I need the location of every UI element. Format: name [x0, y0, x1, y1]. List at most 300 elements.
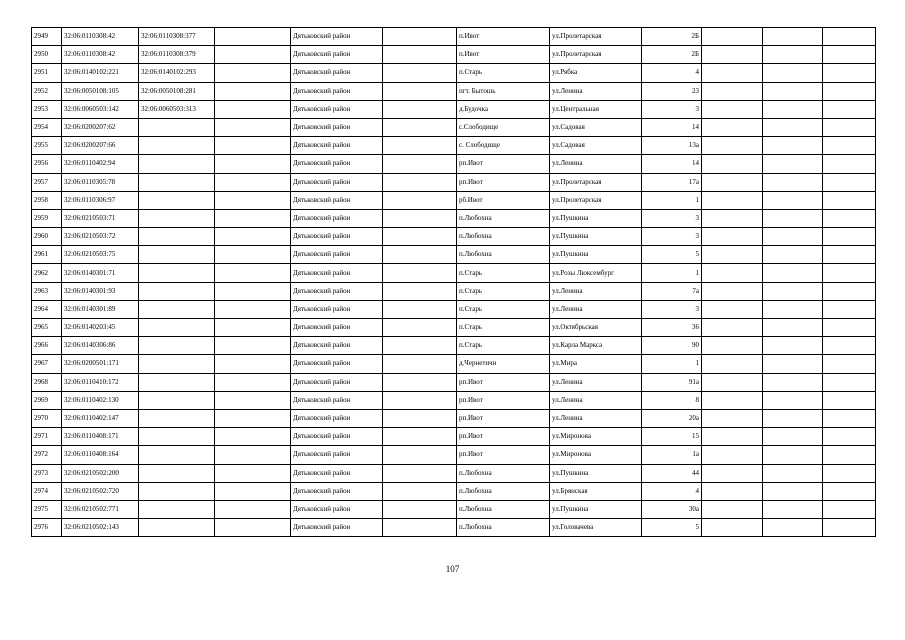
blank-cell: [763, 482, 823, 500]
blank-cell: [823, 100, 876, 118]
district-cell: Дятьковский район: [291, 428, 383, 446]
street-cell: ул.Пушкина: [550, 209, 642, 227]
blank-cell: [823, 64, 876, 82]
table-row: [32, 446, 876, 464]
blank-cell: [383, 300, 457, 318]
blank-cell: [702, 337, 763, 355]
cadastral-number-cell: 32:06:0200501:171: [62, 355, 139, 373]
blank-cell: [763, 264, 823, 282]
blank-cell: [823, 282, 876, 300]
locality-cell: п.Старь: [457, 300, 550, 318]
blank-cell: [215, 118, 291, 136]
object-number-cell: [139, 500, 215, 518]
district-cell: Дятьковский район: [291, 446, 383, 464]
street-cell: ул.Миронова: [550, 446, 642, 464]
locality-cell: п.Ивот: [457, 28, 550, 46]
blank-cell: [383, 500, 457, 518]
street-cell: ул.Пролетарская: [550, 173, 642, 191]
street-cell: ул.Карла Маркса: [550, 337, 642, 355]
street-cell: ул.Ленина: [550, 409, 642, 427]
blank-cell: [383, 337, 457, 355]
table-row: [32, 118, 876, 136]
house-number-cell: 2Б: [642, 46, 702, 64]
blank-cell: [215, 409, 291, 427]
house-number-cell: 1: [642, 355, 702, 373]
blank-cell: [823, 482, 876, 500]
blank-cell: [702, 464, 763, 482]
table-body: [32, 28, 876, 537]
blank-cell: [763, 500, 823, 518]
district-cell: Дятьковский район: [291, 391, 383, 409]
table-row: [32, 82, 876, 100]
blank-cell: [823, 355, 876, 373]
blank-cell: [763, 191, 823, 209]
blank-cell: [763, 282, 823, 300]
blank-cell: [702, 428, 763, 446]
house-number-cell: 1: [642, 191, 702, 209]
blank-cell: [215, 519, 291, 537]
blank-cell: [823, 228, 876, 246]
blank-cell: [763, 64, 823, 82]
street-cell: ул.Пушкина: [550, 500, 642, 518]
street-cell: ул.Мира: [550, 355, 642, 373]
object-number-cell: [139, 373, 215, 391]
street-cell: ул.Октябрьская: [550, 319, 642, 337]
object-number-cell: [139, 391, 215, 409]
table-row: [32, 155, 876, 173]
district-cell: Дятьковский район: [291, 337, 383, 355]
row-number-cell: 2972: [32, 446, 62, 464]
street-cell: ул.Головачева: [550, 519, 642, 537]
blank-cell: [215, 264, 291, 282]
blank-cell: [763, 300, 823, 318]
blank-cell: [215, 46, 291, 64]
house-number-cell: 5: [642, 519, 702, 537]
blank-cell: [383, 391, 457, 409]
blank-cell: [383, 137, 457, 155]
blank-cell: [763, 228, 823, 246]
row-number-cell: 2963: [32, 282, 62, 300]
street-cell: ул.Садовая: [550, 137, 642, 155]
blank-cell: [702, 482, 763, 500]
object-number-cell: 32:06:0110308:377: [139, 28, 215, 46]
blank-cell: [383, 246, 457, 264]
blank-cell: [823, 446, 876, 464]
house-number-cell: 3: [642, 228, 702, 246]
house-number-cell: 1а: [642, 446, 702, 464]
blank-cell: [383, 82, 457, 100]
blank-cell: [823, 137, 876, 155]
table-row: [32, 64, 876, 82]
table-row: [32, 246, 876, 264]
blank-cell: [823, 264, 876, 282]
table-row: [32, 282, 876, 300]
blank-cell: [763, 209, 823, 227]
house-number-cell: 30а: [642, 500, 702, 518]
blank-cell: [763, 428, 823, 446]
row-number-cell: 2958: [32, 191, 62, 209]
locality-cell: рп.Ивот: [457, 446, 550, 464]
blank-cell: [383, 482, 457, 500]
blank-cell: [702, 82, 763, 100]
blank-cell: [823, 82, 876, 100]
street-cell: ул.Ленина: [550, 82, 642, 100]
blank-cell: [383, 373, 457, 391]
blank-cell: [215, 191, 291, 209]
street-cell: ул.Центральная: [550, 100, 642, 118]
row-number-cell: 2953: [32, 100, 62, 118]
blank-cell: [702, 409, 763, 427]
blank-cell: [763, 173, 823, 191]
cadastral-number-cell: 32:06:0110408:171: [62, 428, 139, 446]
district-cell: Дятьковский район: [291, 191, 383, 209]
blank-cell: [383, 228, 457, 246]
house-number-cell: 20а: [642, 409, 702, 427]
cadastral-number-cell: 32:06:0210502:200: [62, 464, 139, 482]
house-number-cell: 1: [642, 264, 702, 282]
cadastral-number-cell: 32:06:0110410:172: [62, 373, 139, 391]
street-cell: ул.Пролетарская: [550, 28, 642, 46]
cadastral-number-cell: 32:06:0140102:221: [62, 64, 139, 82]
blank-cell: [383, 191, 457, 209]
table-row: [32, 373, 876, 391]
house-number-cell: 7а: [642, 282, 702, 300]
row-number-cell: 2971: [32, 428, 62, 446]
object-number-cell: 32:06:0050108:281: [139, 82, 215, 100]
cadastral-number-cell: 32:06:0210502:720: [62, 482, 139, 500]
street-cell: ул.Ленина: [550, 373, 642, 391]
blank-cell: [215, 337, 291, 355]
blank-cell: [215, 391, 291, 409]
district-cell: Дятьковский район: [291, 282, 383, 300]
cadastral-number-cell: 32:06:0210503:72: [62, 228, 139, 246]
district-cell: Дятьковский район: [291, 246, 383, 264]
cadastral-number-cell: 32:06:0110402:94: [62, 155, 139, 173]
object-number-cell: [139, 428, 215, 446]
blank-cell: [823, 337, 876, 355]
locality-cell: п.Любохна: [457, 464, 550, 482]
house-number-cell: 3: [642, 300, 702, 318]
district-cell: Дятьковский район: [291, 300, 383, 318]
blank-cell: [823, 391, 876, 409]
row-number-cell: 2957: [32, 173, 62, 191]
house-number-cell: 17а: [642, 173, 702, 191]
cadastral-number-cell: 32:06:0210503:71: [62, 209, 139, 227]
blank-cell: [763, 246, 823, 264]
row-number-cell: 2968: [32, 373, 62, 391]
blank-cell: [823, 209, 876, 227]
cadastral-number-cell: 32:06:0110402:130: [62, 391, 139, 409]
locality-cell: п.Любохна: [457, 228, 550, 246]
blank-cell: [702, 446, 763, 464]
blank-cell: [702, 209, 763, 227]
object-number-cell: [139, 209, 215, 227]
row-number-cell: 2974: [32, 482, 62, 500]
locality-cell: пгт. Бытошь: [457, 82, 550, 100]
table-row: [32, 464, 876, 482]
blank-cell: [215, 282, 291, 300]
row-number-cell: 2961: [32, 246, 62, 264]
row-number-cell: 2969: [32, 391, 62, 409]
object-number-cell: [139, 337, 215, 355]
blank-cell: [702, 373, 763, 391]
street-cell: ул.Ленина: [550, 282, 642, 300]
blank-cell: [823, 409, 876, 427]
district-cell: Дятьковский район: [291, 482, 383, 500]
table-row: [32, 409, 876, 427]
row-number-cell: 2951: [32, 64, 62, 82]
row-number-cell: 2962: [32, 264, 62, 282]
blank-cell: [763, 391, 823, 409]
object-number-cell: [139, 319, 215, 337]
blank-cell: [383, 464, 457, 482]
blank-cell: [383, 355, 457, 373]
house-number-cell: 23: [642, 82, 702, 100]
cadastral-number-cell: 32:06:0060503:142: [62, 100, 139, 118]
blank-cell: [215, 82, 291, 100]
locality-cell: рб.Ивот: [457, 191, 550, 209]
row-number-cell: 2952: [32, 82, 62, 100]
blank-cell: [383, 264, 457, 282]
blank-cell: [215, 209, 291, 227]
blank-cell: [702, 64, 763, 82]
locality-cell: п.Любохна: [457, 500, 550, 518]
blank-cell: [215, 100, 291, 118]
row-number-cell: 2964: [32, 300, 62, 318]
district-cell: Дятьковский район: [291, 173, 383, 191]
blank-cell: [702, 391, 763, 409]
object-number-cell: [139, 482, 215, 500]
cadastral-number-cell: 32:06:0210503:75: [62, 246, 139, 264]
row-number-cell: 2973: [32, 464, 62, 482]
blank-cell: [763, 464, 823, 482]
street-cell: ул.Садовая: [550, 118, 642, 136]
blank-cell: [763, 519, 823, 537]
cadastral-number-cell: 32:06:0110408:164: [62, 446, 139, 464]
locality-cell: д.Будочка: [457, 100, 550, 118]
table-row: [32, 482, 876, 500]
object-number-cell: [139, 464, 215, 482]
house-number-cell: 44: [642, 464, 702, 482]
blank-cell: [383, 446, 457, 464]
table-row: [32, 137, 876, 155]
blank-cell: [702, 46, 763, 64]
house-number-cell: 14: [642, 155, 702, 173]
blank-cell: [383, 64, 457, 82]
blank-cell: [215, 155, 291, 173]
cadastral-number-cell: 32:06:0210502:143: [62, 519, 139, 537]
table-row: [32, 100, 876, 118]
house-number-cell: 14: [642, 118, 702, 136]
locality-cell: п.Любохна: [457, 519, 550, 537]
blank-cell: [215, 373, 291, 391]
table-row: [32, 264, 876, 282]
blank-cell: [215, 500, 291, 518]
district-cell: Дятьковский район: [291, 209, 383, 227]
cadastral-number-cell: 32:06:0140301:93: [62, 282, 139, 300]
street-cell: ул.Рябка: [550, 64, 642, 82]
blank-cell: [702, 173, 763, 191]
locality-cell: с. Слободище: [457, 137, 550, 155]
blank-cell: [383, 28, 457, 46]
table-row: [32, 355, 876, 373]
district-cell: Дятьковский район: [291, 373, 383, 391]
blank-cell: [763, 82, 823, 100]
locality-cell: п.Старь: [457, 64, 550, 82]
row-number-cell: 2975: [32, 500, 62, 518]
row-number-cell: 2949: [32, 28, 62, 46]
blank-cell: [215, 464, 291, 482]
locality-cell: п.Старь: [457, 282, 550, 300]
object-number-cell: [139, 264, 215, 282]
locality-cell: п.Ивот: [457, 46, 550, 64]
blank-cell: [702, 155, 763, 173]
district-cell: Дятьковский район: [291, 155, 383, 173]
locality-cell: п.Любохна: [457, 482, 550, 500]
blank-cell: [215, 28, 291, 46]
blank-cell: [383, 118, 457, 136]
object-number-cell: [139, 300, 215, 318]
blank-cell: [702, 246, 763, 264]
blank-cell: [702, 118, 763, 136]
house-number-cell: 4: [642, 64, 702, 82]
district-cell: Дятьковский район: [291, 264, 383, 282]
blank-cell: [763, 46, 823, 64]
blank-cell: [823, 28, 876, 46]
cadastral-number-cell: 32:06:0140301:89: [62, 300, 139, 318]
row-number-cell: 2976: [32, 519, 62, 537]
cadastral-number-cell: 32:06:0110305:78: [62, 173, 139, 191]
street-cell: ул.Ленина: [550, 300, 642, 318]
blank-cell: [215, 137, 291, 155]
blank-cell: [383, 428, 457, 446]
district-cell: Дятьковский район: [291, 500, 383, 518]
blank-cell: [823, 519, 876, 537]
object-number-cell: [139, 355, 215, 373]
blank-cell: [383, 155, 457, 173]
table-row: [32, 319, 876, 337]
row-number-cell: 2955: [32, 137, 62, 155]
table-row: [32, 228, 876, 246]
blank-cell: [215, 64, 291, 82]
blank-cell: [823, 246, 876, 264]
row-number-cell: 2965: [32, 319, 62, 337]
table-row: [32, 391, 876, 409]
blank-cell: [763, 118, 823, 136]
blank-cell: [702, 500, 763, 518]
blank-cell: [383, 519, 457, 537]
table-row: [32, 28, 876, 46]
blank-cell: [823, 300, 876, 318]
street-cell: ул.Пушкина: [550, 246, 642, 264]
table-row: [32, 173, 876, 191]
object-number-cell: [139, 282, 215, 300]
blank-cell: [702, 191, 763, 209]
blank-cell: [763, 337, 823, 355]
locality-cell: п.Любохна: [457, 209, 550, 227]
blank-cell: [215, 300, 291, 318]
object-number-cell: [139, 446, 215, 464]
district-cell: Дятьковский район: [291, 28, 383, 46]
street-cell: ул.Пролетарская: [550, 191, 642, 209]
blank-cell: [215, 246, 291, 264]
locality-cell: п.Старь: [457, 264, 550, 282]
blank-cell: [823, 428, 876, 446]
locality-cell: с.Слободище: [457, 118, 550, 136]
blank-cell: [702, 282, 763, 300]
blank-cell: [823, 191, 876, 209]
object-number-cell: [139, 409, 215, 427]
street-cell: ул.Пушкина: [550, 228, 642, 246]
table-row: [32, 46, 876, 64]
district-cell: Дятьковский район: [291, 464, 383, 482]
district-cell: Дятьковский район: [291, 64, 383, 82]
blank-cell: [702, 355, 763, 373]
row-number-cell: 2956: [32, 155, 62, 173]
street-cell: ул.Миронова: [550, 428, 642, 446]
cadastral-number-cell: 32:06:0110306:97: [62, 191, 139, 209]
district-cell: Дятьковский район: [291, 82, 383, 100]
row-number-cell: 2966: [32, 337, 62, 355]
cadastral-number-cell: 32:06:0140306:86: [62, 337, 139, 355]
cadastral-number-cell: 32:06:0140301:71: [62, 264, 139, 282]
table-row: [32, 191, 876, 209]
blank-cell: [702, 319, 763, 337]
locality-cell: рп.Ивот: [457, 409, 550, 427]
blank-cell: [823, 464, 876, 482]
blank-cell: [215, 355, 291, 373]
object-number-cell: [139, 155, 215, 173]
blank-cell: [215, 228, 291, 246]
blank-cell: [383, 409, 457, 427]
blank-cell: [215, 319, 291, 337]
table-row: [32, 300, 876, 318]
table-row: [32, 209, 876, 227]
row-number-cell: 2970: [32, 409, 62, 427]
house-number-cell: 5: [642, 246, 702, 264]
blank-cell: [702, 264, 763, 282]
street-cell: ул.Пролетарская: [550, 46, 642, 64]
blank-cell: [823, 500, 876, 518]
locality-cell: п.Старь: [457, 319, 550, 337]
district-cell: Дятьковский район: [291, 519, 383, 537]
cadastral-number-cell: 32:06:0140203:45: [62, 319, 139, 337]
house-number-cell: 13а: [642, 137, 702, 155]
table-row: [32, 337, 876, 355]
blank-cell: [763, 155, 823, 173]
locality-cell: д.Чернетичи: [457, 355, 550, 373]
blank-cell: [383, 319, 457, 337]
blank-cell: [823, 155, 876, 173]
district-cell: Дятьковский район: [291, 100, 383, 118]
registry-table: [31, 27, 876, 537]
house-number-cell: 8: [642, 391, 702, 409]
row-number-cell: 2959: [32, 209, 62, 227]
object-number-cell: [139, 173, 215, 191]
house-number-cell: 36: [642, 319, 702, 337]
blank-cell: [763, 409, 823, 427]
blank-cell: [823, 118, 876, 136]
table-row: [32, 500, 876, 518]
street-cell: ул.Брянская: [550, 482, 642, 500]
blank-cell: [823, 173, 876, 191]
district-cell: Дятьковский район: [291, 118, 383, 136]
district-cell: Дятьковский район: [291, 319, 383, 337]
blank-cell: [702, 137, 763, 155]
cadastral-number-cell: 32:06:0110308:42: [62, 28, 139, 46]
blank-cell: [763, 355, 823, 373]
blank-cell: [763, 319, 823, 337]
